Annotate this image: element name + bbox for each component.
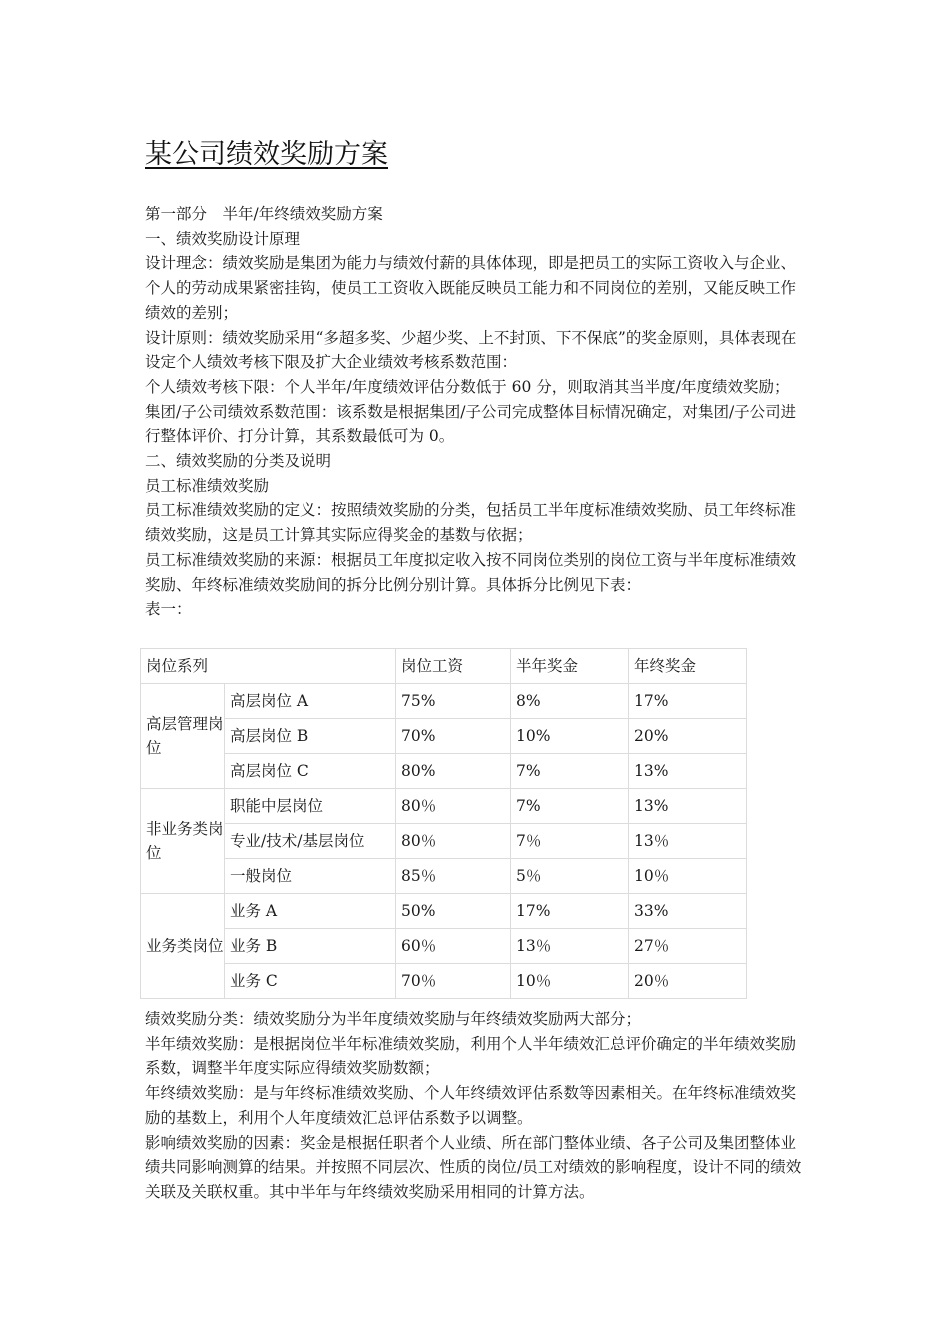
position-cell: 业务 C <box>225 964 396 999</box>
table-row <box>141 789 747 824</box>
header-cell: 岗位工资 <box>396 649 511 684</box>
table-row <box>141 859 747 894</box>
header-cell: 半年奖金 <box>511 649 629 684</box>
paragraph: 年终绩效奖励：是与年终标准绩效奖励、个人年终绩效评估系数等因素相关。在年终标准绩效奖励的基数上，利用个人年度绩效汇总评估系数予以调整。 <box>145 1084 797 1127</box>
position-cell: 高层岗位 C <box>225 754 396 789</box>
salary-cell: 70% <box>396 719 511 754</box>
group-cell: 高层管理岗位 <box>141 684 225 789</box>
position-cell: 一般岗位 <box>225 859 396 894</box>
half-year-bonus-cell: 13％ <box>511 929 629 964</box>
position-cell: 业务 B <box>225 929 396 964</box>
section-heading-2: 二、绩效奖励的分类及说明 <box>145 452 332 471</box>
subheading: 员工标准绩效奖励 <box>145 476 270 495</box>
half-year-bonus-cell: 7% <box>511 754 629 789</box>
paragraph: 绩效奖励分类：绩效奖励分为半年度绩效奖励与年终绩效奖励两大部分； <box>145 1010 642 1028</box>
table-row <box>141 684 747 719</box>
year-end-bonus-cell: 10％ <box>629 859 747 894</box>
paragraph: 设计原则：绩效奖励采用“多超多奖、少超少奖、上不封顶、下不保底”的奖金原则，具体表现在设定个人绩效考核下限及扩大企业绩效考核系数范围： <box>145 328 797 372</box>
half-year-bonus-cell: 5％ <box>511 859 629 894</box>
position-cell: 业务 A <box>225 894 396 929</box>
salary-cell: 75% <box>396 684 511 719</box>
paragraph: 个人绩效考核下限：个人半年/年度绩效评估分数低于 60 分，则取消其当半度/年度绩效奖励； <box>145 377 790 396</box>
document-title: 某公司绩效奖励方案 <box>145 139 388 170</box>
table-row <box>141 894 747 929</box>
salary-cell: 70％ <box>396 964 511 999</box>
paragraph: 设计理念：绩效奖励是集团为能力与绩效付薪的具体体现，即是把员工的实际工资收入与企业、个人的劳动成果紧密挂钩，使员工工资收入既能反映员工能力和不同岗位的差别，又能反映工作绩效的差别； <box>145 254 797 322</box>
group-cell: 业务类岗位 <box>141 894 225 999</box>
half-year-bonus-cell: 7% <box>511 789 629 824</box>
year-end-bonus-cell: 17% <box>629 684 747 719</box>
position-cell: 专业/技术/基层岗位 <box>225 824 396 859</box>
paragraph: 员工标准绩效奖励的定义：按照绩效奖励的分类，包括员工半年度标准绩效奖励、员工年终标准绩效奖励，这是员工计算其实际应得奖金的基数与依据； <box>145 501 797 545</box>
position-cell: 高层岗位 A <box>225 684 396 719</box>
year-end-bonus-cell: 20％ <box>629 964 747 999</box>
salary-cell: 80％ <box>396 824 511 859</box>
table-row <box>141 824 747 859</box>
paragraph: 集团/子公司绩效系数范围：该系数是根据集团/子公司完成整体目标情况确定，对集团/子公司进行整体评价、打分计算，其系数最低可为 0。 <box>145 402 797 446</box>
position-cell: 职能中层岗位 <box>225 789 396 824</box>
salary-cell: 80% <box>396 754 511 789</box>
salary-cell: 85％ <box>396 859 511 894</box>
table-row <box>141 929 747 964</box>
section-heading-1: 一、绩效奖励设计原理 <box>145 229 301 248</box>
salary-split-table <box>140 648 747 999</box>
year-end-bonus-cell: 27％ <box>629 929 747 964</box>
group-cell: 非业务类岗位 <box>141 789 225 894</box>
table-header-row <box>141 649 747 684</box>
paragraph: 员工标准绩效奖励的来源：根据员工年度拟定收入按不同岗位类别的岗位工资与半年度标准绩效奖励、年终标准绩效奖励间的拆分比例分别计算。具体拆分比例见下表： <box>145 550 797 594</box>
header-cell: 年终奖金 <box>629 649 747 684</box>
table-row <box>141 719 747 754</box>
year-end-bonus-cell: 20% <box>629 719 747 754</box>
salary-cell: 60％ <box>396 929 511 964</box>
half-year-bonus-cell: 8% <box>511 684 629 719</box>
intro-section <box>145 202 805 622</box>
table-row <box>141 964 747 999</box>
table-row <box>141 754 747 789</box>
paragraph: 影响绩效奖励的因素：奖金是根据任职者个人业绩、所在部门整体业绩、各子公司及集团整体业绩共同影响测算的结果。并按照不同层次、性质的岗位/员工对绩效的影响程度，设计不同的绩效关联及关联权重。其中半年与年终绩效奖励采用相同的计算方法。 <box>145 1133 802 1201</box>
outro-section <box>145 1007 805 1205</box>
year-end-bonus-cell: 13% <box>629 789 747 824</box>
year-end-bonus-cell: 33% <box>629 894 747 929</box>
half-year-bonus-cell: 17% <box>511 894 629 929</box>
half-year-bonus-cell: 10％ <box>511 964 629 999</box>
header-cell: 岗位系列 <box>141 649 396 684</box>
half-year-bonus-cell: 10% <box>511 719 629 754</box>
year-end-bonus-cell: 13％ <box>629 824 747 859</box>
half-year-bonus-cell: 7％ <box>511 824 629 859</box>
part-heading: 第一部分 半年/年终绩效奖励方案 <box>145 205 383 223</box>
table-caption: 表一： <box>145 600 192 619</box>
year-end-bonus-cell: 13% <box>629 754 747 789</box>
salary-cell: 50% <box>396 894 511 929</box>
paragraph: 半年绩效奖励：是根据岗位半年标准绩效奖励，利用个人半年绩效汇总评价确定的半年绩效奖励系数，调整半年度实际应得绩效奖励数额； <box>145 1034 797 1078</box>
position-cell: 高层岗位 B <box>225 719 396 754</box>
salary-cell: 80％ <box>396 789 511 824</box>
